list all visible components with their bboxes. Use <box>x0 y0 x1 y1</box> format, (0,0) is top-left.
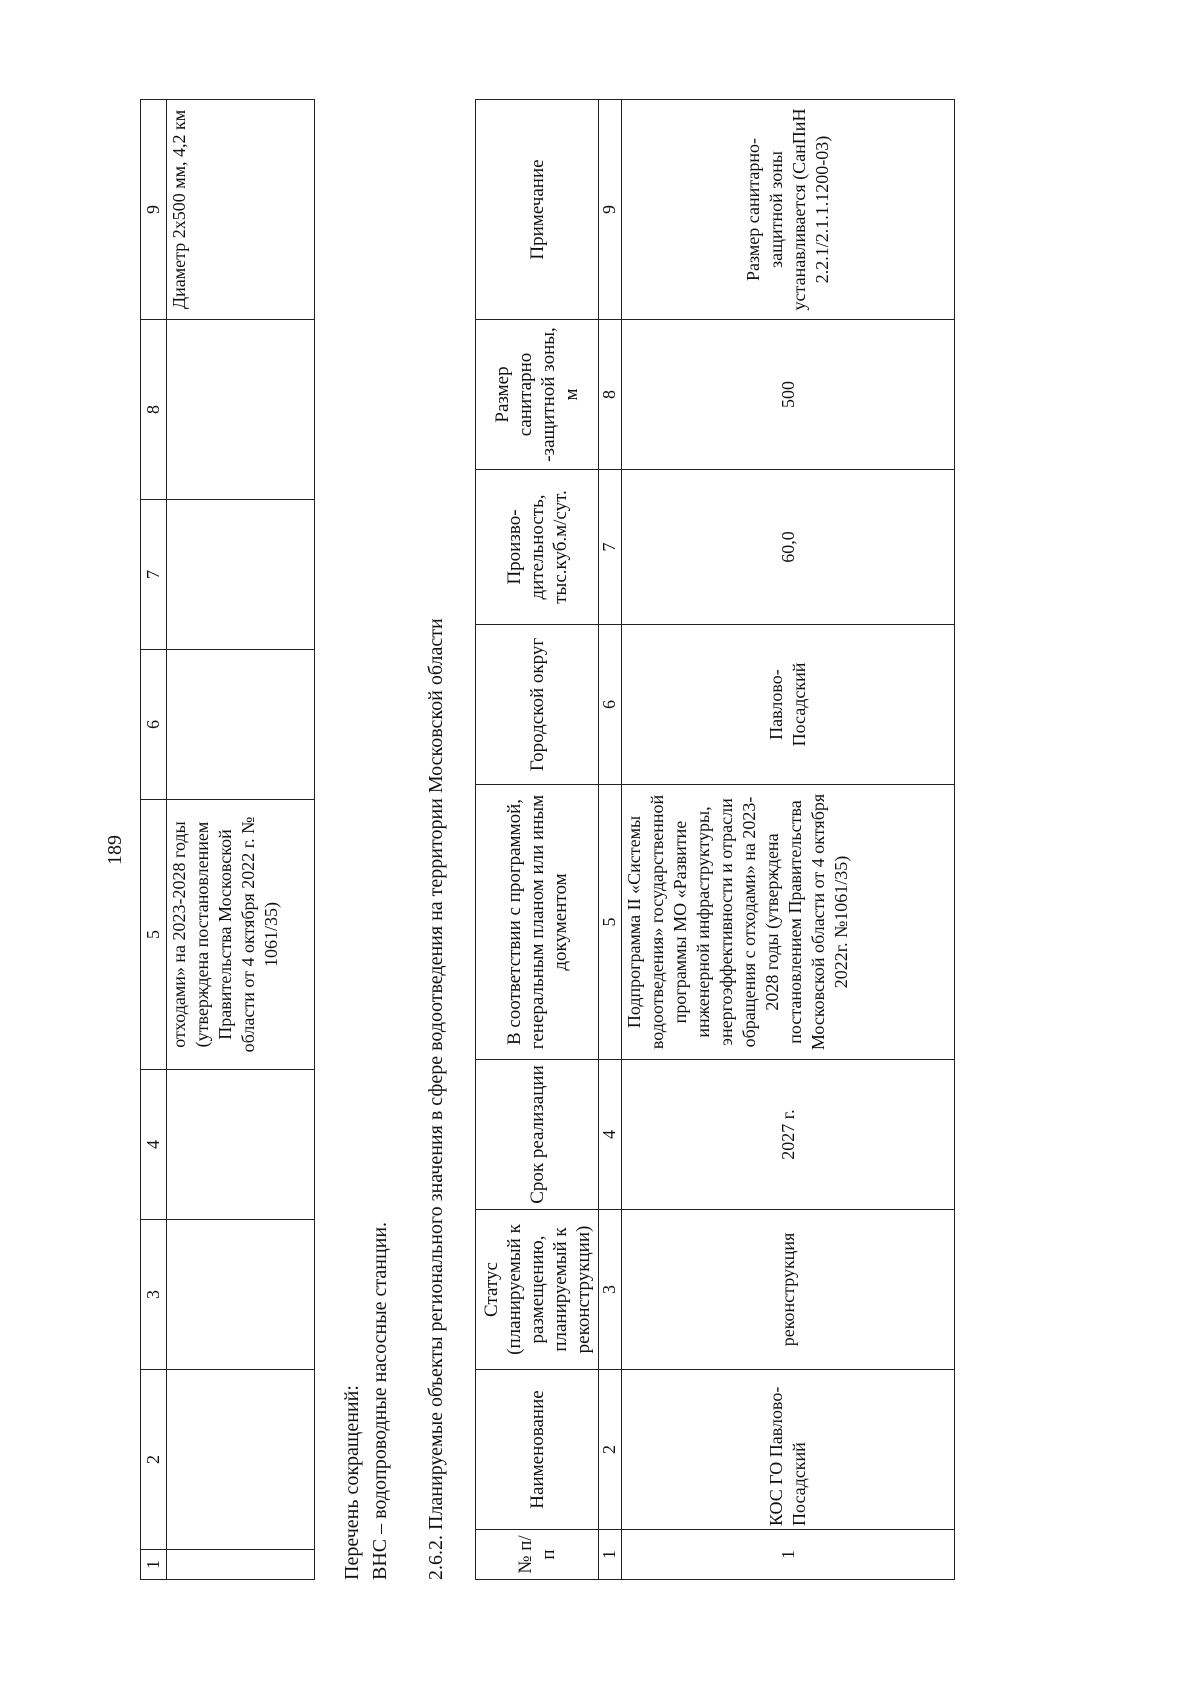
header-cell-term: Срок реализации <box>476 1060 599 1210</box>
row-number: 1 <box>622 1530 955 1580</box>
table-cell <box>167 500 315 650</box>
continued-table <box>140 99 315 1580</box>
szz-size: 500 <box>622 320 955 470</box>
col-number: 6 <box>599 625 622 785</box>
header-cell-status: Статус (планируемый к размещению, планируемый к реконструкции) <box>476 1210 599 1370</box>
header-cell-district: Городской округ <box>476 625 599 785</box>
table-cell <box>167 1220 315 1370</box>
col-number: 5 <box>141 800 167 1070</box>
abbreviations-title: Перечень сокращений: <box>341 1385 363 1580</box>
col-number: 4 <box>599 1060 622 1210</box>
header-cell-number: № п/п <box>476 1530 599 1580</box>
header-cell-name: Наименование <box>476 1370 599 1530</box>
table-row <box>167 100 315 1580</box>
section-title: 2.6.2. Планируемые объекты регионального значения в сфере водоотведения на территории Московской области <box>425 618 447 1580</box>
object-name: КОС ГО Павлово-Посадский <box>622 1370 955 1530</box>
col-number: 3 <box>141 1220 167 1370</box>
document-cell: отходами» на 2023-2028 годы (утверждена постановлением Правительства Московской области от 4 октября 2022 г. № 1061/35) <box>167 800 315 1070</box>
table-cell <box>167 1070 315 1220</box>
header-cell-capacity: Произво-дительность, тыс.куб.м/сут. <box>476 470 599 625</box>
abbreviation-item: ВНС – водопроводные насосные станции. <box>369 1221 391 1580</box>
table-row <box>622 100 955 1580</box>
header-cell-szz: Размер санитарно -защитной зоны, м <box>476 320 599 470</box>
planned-objects-table <box>475 99 955 1580</box>
col-number: 3 <box>599 1210 622 1370</box>
col-number: 8 <box>599 320 622 470</box>
col-number: 6 <box>141 650 167 800</box>
abbreviations <box>338 180 394 1580</box>
urban-district: Павлово-Посадский <box>622 625 955 785</box>
header-cell-note: Примечание <box>476 100 599 320</box>
col-number: 1 <box>599 1530 622 1580</box>
table-cell <box>167 320 315 500</box>
note-cell: Диаметр 2х500 мм, 4,2 км <box>167 100 315 320</box>
column-numbers-row <box>599 100 622 1580</box>
col-number: 5 <box>599 785 622 1060</box>
rotated-content <box>100 100 1100 1600</box>
realization-term: 2027 г. <box>622 1060 955 1210</box>
col-number: 9 <box>599 100 622 320</box>
header-cell-document: В соответствии с программой, генеральным планом или иным документом <box>476 785 599 1060</box>
col-number: 8 <box>141 320 167 500</box>
page-number: 189 <box>104 835 126 865</box>
table-cell <box>167 1550 315 1580</box>
table-cell <box>167 650 315 800</box>
col-number: 2 <box>141 1370 167 1550</box>
object-status: реконструкция <box>622 1210 955 1370</box>
col-number: 2 <box>599 1370 622 1530</box>
col-number: 7 <box>599 470 622 625</box>
header-row <box>476 100 599 1580</box>
table-cell <box>167 1370 315 1550</box>
col-number: 1 <box>141 1550 167 1580</box>
note: Размер санитарно-защитной зоны устанавливается (СанПиН 2.2.1/2.1.1.1200-03) <box>622 100 955 320</box>
capacity-value: 60,0 <box>622 470 955 625</box>
column-numbers-row <box>141 100 167 1580</box>
col-number: 9 <box>141 100 167 320</box>
col-number: 4 <box>141 1070 167 1220</box>
col-number: 7 <box>141 500 167 650</box>
program-document: Подпрограмма II «Системы водоотведения» государственной программы МО «Развитие инженерной инфраструктуры, энергоэффективности и отрасли обращения с отходами» на 2023-2028 годы (утверждена постановлением Правительства Московской области от 4 октября 2022г. №1061/35) <box>622 785 955 1060</box>
